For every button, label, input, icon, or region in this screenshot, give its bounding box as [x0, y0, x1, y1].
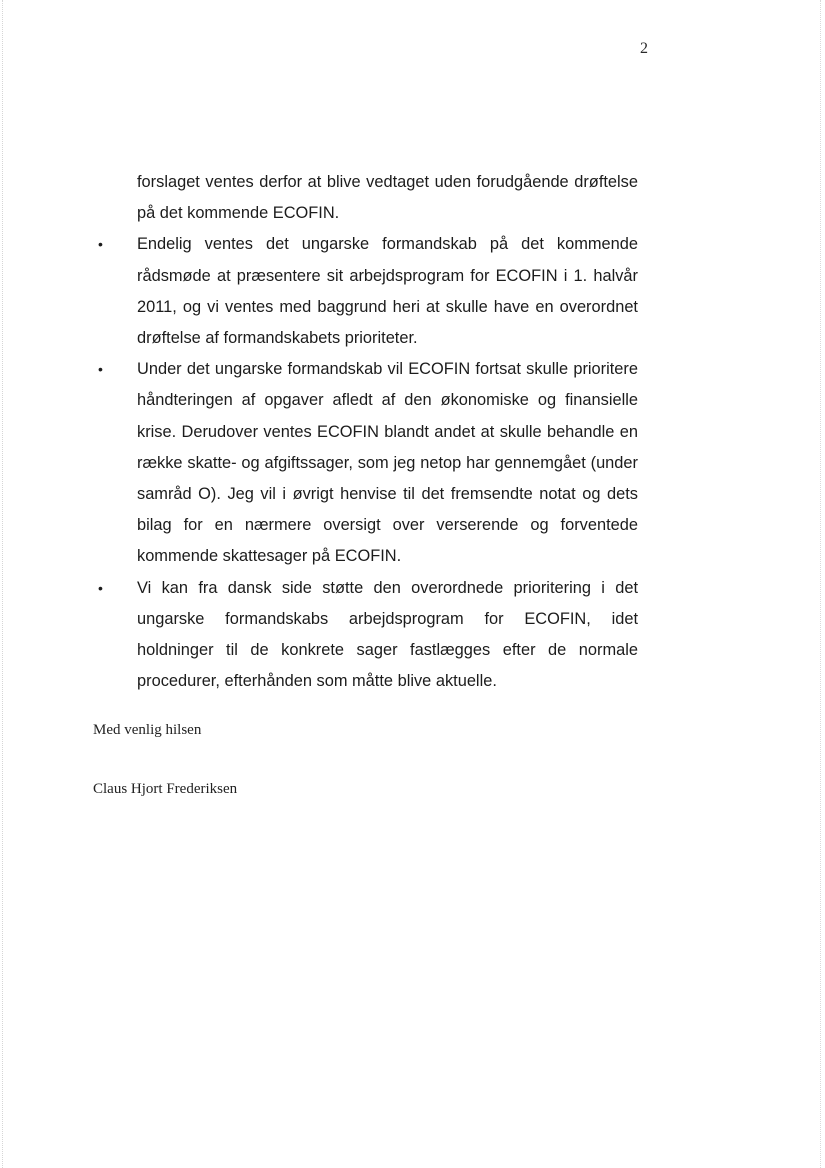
- page-number: 2: [640, 40, 648, 57]
- bullet-item-3: [93, 573, 638, 698]
- bullet-icon: •: [98, 361, 103, 378]
- bullet-text: Endelig ventes det ungarske formandskab på det kommende rådsmøde at præsentere sit arbejdsprogram for ECOFIN i 1. halvår 2011, og vi ventes med baggrund heri at skulle have en overordnet drøftelse af formandskabets prioriteter.: [137, 235, 638, 348]
- bullet-text: Vi kan fra dansk side støtte den overordnede prioritering i det ungarske formandskabs arbejdsprogram for ECOFIN, idet holdninger til de konkrete sager fastlægges efter de normale procedurer, efterhånden som måtte blive aktuelle.: [137, 578, 638, 691]
- bullet-text: Under det ungarske formandskab vil ECOFIN fortsat skulle prioritere håndteringen af opgaver afledt af den økonomiske og finansielle krise. Derudover ventes ECOFIN blandt andet at skulle behandle en række skatte- og afgiftssager, som jeg netop har gennemgået (under samråd O). Jeg vil i øvrigt henvise til det fremsendte notat og dets bilag for en nærmere oversigt over verserende og forventede kommende skattesager på ECOFIN.: [137, 360, 638, 566]
- closing-greeting: Med venlig hilsen: [93, 722, 202, 738]
- bullet-icon: •: [98, 236, 103, 253]
- continuation-paragraph: forslaget ventes derfor at blive vedtaget uden forudgående drøftelse på det kommende ECOFIN.: [137, 173, 638, 223]
- body-text: [93, 167, 638, 697]
- signature-name: Claus Hjort Frederiksen: [93, 781, 238, 797]
- bullet-item-1: [93, 229, 638, 354]
- scan-edge-right: [820, 0, 822, 1168]
- scan-edge-left: [2, 0, 4, 1168]
- bullet-icon: •: [98, 579, 103, 596]
- bullet-item-2: [93, 354, 638, 572]
